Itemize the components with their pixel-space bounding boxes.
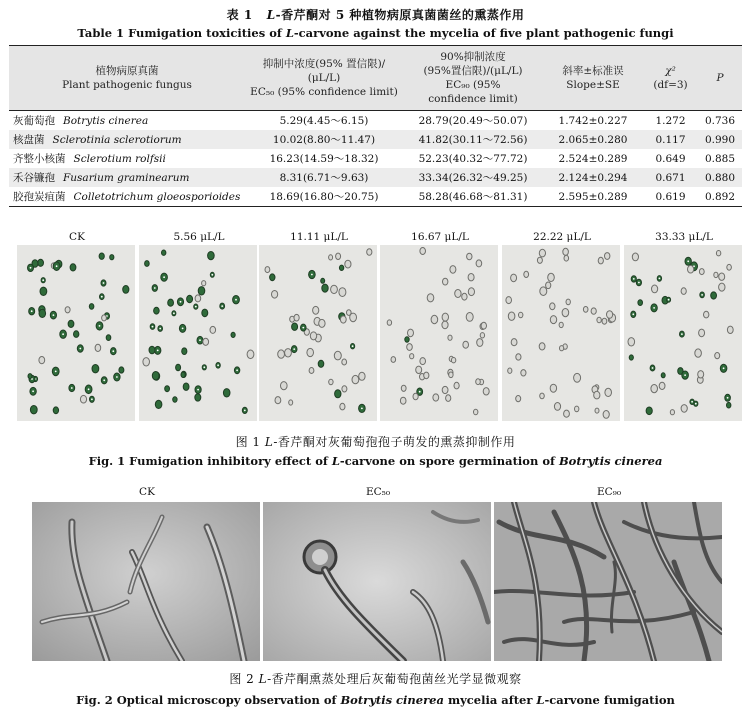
header-fungus: 植物病原真菌 Plant pathogenic fungus bbox=[9, 46, 245, 111]
fig2-label-ck: CK bbox=[139, 486, 155, 498]
chi-cell: 0.671 bbox=[655, 171, 686, 184]
ec50-cell: 5.29(4.45～6.15) bbox=[279, 115, 369, 127]
hyphae-micrograph-ck bbox=[32, 502, 260, 661]
spore-micrograph-11-11 bbox=[259, 245, 377, 421]
fig1-label-33-33: 33.33 μL/L bbox=[655, 231, 713, 243]
chi-cell: 0.117 bbox=[655, 133, 686, 146]
spore-micrograph-22-22 bbox=[502, 245, 620, 421]
fig1-label-ck: CK bbox=[69, 231, 85, 243]
fungus-name: 灰葡萄孢 Botrytis cinerea bbox=[13, 115, 149, 127]
toxicity-table bbox=[9, 45, 742, 207]
header-p: P bbox=[698, 46, 742, 111]
slope-cell: 1.742±0.227 bbox=[558, 114, 628, 127]
spore-micrograph-33-33 bbox=[624, 245, 742, 421]
fig1-label-16-67: 16.67 μL/L bbox=[411, 231, 469, 243]
fungus-name: 禾谷镰孢 Fusarium graminearum bbox=[13, 172, 190, 184]
p-cell: 0.892 bbox=[698, 187, 742, 207]
slope-cell: 2.124±0.294 bbox=[558, 171, 628, 184]
fig2-label-ec50: EC₅₀ bbox=[365, 486, 391, 498]
p-cell: 0.990 bbox=[704, 133, 736, 146]
table-row bbox=[9, 168, 742, 187]
p-cell: 0.736 bbox=[704, 114, 736, 127]
header-ec50: 抑制中浓度(95% 置信限)/ (μL/L) EC₅₀ (95% confidence limit) bbox=[245, 46, 403, 111]
ec90-cell: 33.34(26.32～49.25) bbox=[418, 172, 528, 184]
slope-cell: 2.065±0.280 bbox=[558, 133, 628, 146]
header-chi-square: χ² (df=3) bbox=[643, 46, 698, 111]
slope-cell: 2.524±0.289 bbox=[558, 152, 628, 165]
chi-cell: 0.649 bbox=[655, 152, 686, 165]
table-row bbox=[9, 111, 742, 131]
slope-cell: 2.595±0.289 bbox=[543, 187, 643, 207]
table-title-cn: 表 1 L-香芹酮对 5 种植物病原真菌菌丝的熏蒸作用 bbox=[226, 8, 525, 22]
ec90-cell: 28.79(20.49～50.07) bbox=[418, 115, 528, 127]
chi-cell: 1.272 bbox=[655, 114, 686, 127]
fig1-caption-en: Fig. 1 Fumigation inhibitory effect of L-carvone on spore germination of Botrytis cinerea bbox=[88, 454, 663, 468]
ec90-cell: 41.82(30.11～72.56) bbox=[418, 134, 528, 146]
fig1-label-22-22: 22.22 μL/L bbox=[533, 231, 591, 243]
fig2-caption-cn: 图 2 L-香芹酮熏蒸处理后灰葡萄孢菌丝光学显微观察 bbox=[229, 672, 522, 686]
ec90-cell: 52.23(40.32～77.72) bbox=[418, 153, 528, 165]
table-row bbox=[9, 130, 742, 149]
fig1-label-11-11: 11.11 μL/L bbox=[290, 231, 348, 243]
spore-micrograph-ck bbox=[17, 245, 135, 421]
hyphae-micrograph-ec50 bbox=[263, 502, 491, 661]
fungus-name: 核盘菌 Sclerotinia sclerotiorum bbox=[13, 134, 182, 146]
ec50-cell: 8.31(6.71～9.63) bbox=[279, 172, 369, 184]
table-header-row bbox=[9, 46, 742, 111]
p-cell: 0.885 bbox=[704, 152, 736, 165]
fig1-caption-cn: 图 1 L-香芹酮对灰葡萄孢孢子萌发的熏蒸抑制作用 bbox=[235, 435, 516, 449]
ec50-cell: 16.23(14.59～18.32) bbox=[269, 153, 379, 165]
spore-micrograph-16-67 bbox=[380, 245, 498, 421]
header-ec90: 90%抑制浓度 (95%置信限)/(μL/L) EC₉₀ (95% confidence limit) bbox=[403, 46, 543, 111]
fig2-label-ec90: EC₉₀ bbox=[596, 486, 622, 498]
hyphae-micrograph-ec90 bbox=[494, 502, 722, 661]
header-slope: 斜率±标准误 Slope±SE bbox=[543, 46, 643, 111]
fig1-label-5-56: 5.56 μL/L bbox=[173, 231, 225, 243]
ec50-cell: 18.69(16.80～20.75) bbox=[245, 187, 403, 207]
fungus-name: 齐整小核菌 Sclerotium rolfsii bbox=[13, 153, 166, 165]
chi-cell: 0.619 bbox=[643, 187, 698, 207]
ec50-cell: 10.02(8.80～11.47) bbox=[272, 134, 376, 146]
fig2-caption-en: Fig. 2 Optical microscopy observation of Botrytis cinerea mycelia after L-carvone fumigation bbox=[76, 693, 675, 707]
spore-micrograph-5-56 bbox=[139, 245, 257, 421]
p-cell: 0.880 bbox=[704, 171, 736, 184]
table-row bbox=[9, 187, 742, 207]
table-row bbox=[9, 149, 742, 168]
table-title-en: Table 1 Fumigation toxicities of L-carvone against the mycelia of five plant pathogenic fungi bbox=[77, 26, 674, 40]
fungus-name: 胶孢炭疽菌 Colletotrichum gloeosporioides bbox=[9, 187, 245, 207]
ec90-cell: 58.28(46.68～81.31) bbox=[403, 187, 543, 207]
